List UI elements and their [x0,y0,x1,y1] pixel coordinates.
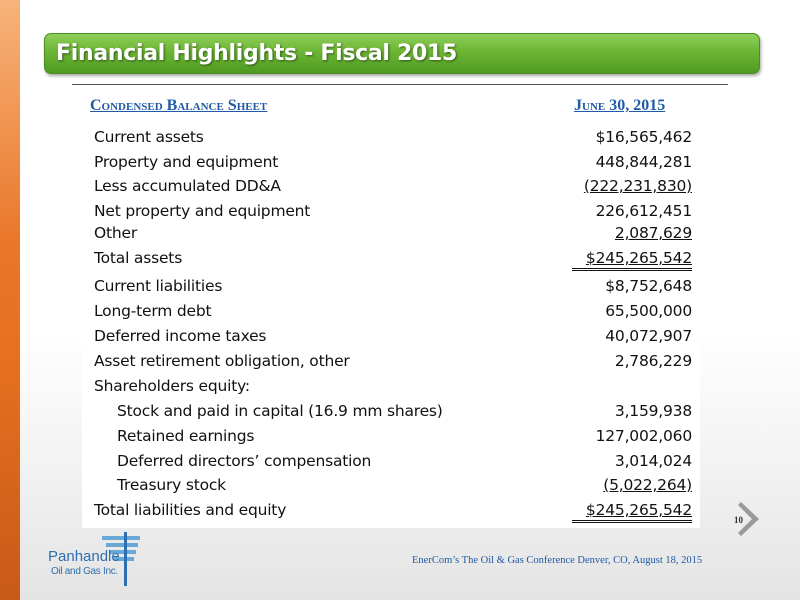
logo-subtitle: Oil and Gas Inc. [51,566,118,577]
row-value: 65,500,000 [605,302,692,320]
row-label: Current assets [94,128,204,146]
row-label: Less accumulated DD&A [94,177,281,195]
table-row [94,427,692,449]
title-bar [44,33,760,74]
table-row [94,177,692,199]
row-label: Property and equipment [94,153,279,171]
table-row [94,327,692,349]
table-row-total [94,501,692,523]
total-value: $245,265,542 [585,501,692,519]
row-value: (222,231,830) [583,177,692,195]
row-value: 3,159,938 [614,402,692,420]
row-label: Other [94,224,138,242]
table-row [94,153,692,175]
row-label: Retained earnings [117,427,255,445]
row-value: 226,612,451 [595,202,692,220]
row-label: Deferred income taxes [94,327,267,345]
table-header-label: Condensed Balance Sheet [90,97,268,114]
company-logo [46,530,142,586]
row-label: Asset retirement obligation, other [94,352,350,370]
row-value: $16,565,462 [595,128,692,146]
logo-name: Panhandle [48,548,120,565]
row-value: (5,022,264) [603,476,692,494]
table-row [94,202,692,224]
table-row [94,476,692,498]
row-value: 3,014,024 [614,452,692,470]
row-value: 2,786,229 [614,352,692,370]
row-value: 2,087,629 [614,224,692,242]
table-header-date: June 30, 2015 [574,97,666,114]
row-value: 40,072,907 [605,327,692,345]
left-accent-bar [0,0,20,600]
row-label: Long-term debt [94,302,212,320]
row-value: $8,752,648 [605,277,692,295]
row-value: 448,844,281 [595,153,692,171]
table-row [94,377,692,399]
table-row [94,302,692,324]
table-row [94,277,692,299]
table-row [94,402,692,424]
row-label: Current liabilities [94,277,223,295]
table-row-total [94,249,692,271]
row-label: Total liabilities and equity [94,501,287,519]
slide-title: Financial Highlights - Fiscal 2015 [56,41,458,66]
row-label: Shareholders equity: [94,377,250,395]
table-row [94,224,692,246]
table-row [94,128,692,150]
footer-text: EnerCom’s The Oil & Gas Conference Denver, CO, August 18, 2015 [412,555,703,566]
row-label: Stock and paid in capital (16.9 mm shares) [117,402,443,420]
row-label: Deferred directors’ compensation [117,452,372,470]
page-number: 10 [734,515,743,525]
row-value [572,249,692,271]
title-divider [72,84,728,85]
row-label: Total assets [94,249,183,267]
row-value: 127,002,060 [595,427,692,445]
row-label: Net property and equipment [94,202,311,220]
table-row [94,352,692,374]
table-row [94,452,692,474]
row-value [572,501,692,523]
total-value: $245,265,542 [585,249,692,267]
row-label: Treasury stock [117,476,226,494]
